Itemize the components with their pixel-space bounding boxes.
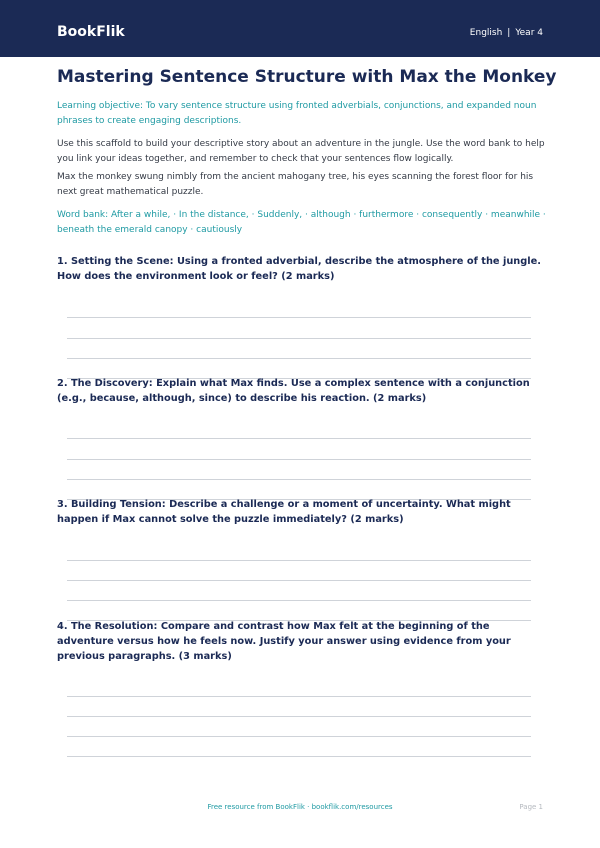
page-title: Mastering Sentence Structure with Max the Monkey [57,67,557,87]
subject-label: English [469,28,503,38]
answer-line[interactable] [67,736,531,737]
question-3: 3. Building Tension: Describe a challenge or a moment of uncertainty. What might happen if Max cannot solve the puzzle immediately? (2 marks) [57,499,511,525]
answer-line[interactable] [67,560,531,561]
answer-line[interactable] [67,756,531,757]
footer-resource-link[interactable]: Free resource from BookFlik · bookflik.com/resources [207,803,393,811]
brand-logo: BookFlik [57,24,125,40]
word-bank: Word bank: After a while, · In the distance, · Suddenly, · although · furthermore · consequently · meanwhile · beneath the emerald canopy · cautiously [57,210,546,235]
question-1: 1. Setting the Scene: Using a fronted adverbial, describe the atmosphere of the jungle. How does the environment look or feel? (2 marks) [57,256,542,282]
answer-line[interactable] [67,696,531,697]
answer-line[interactable] [67,459,531,460]
intro-paragraph: Use this scaffold to build your descriptive story about an adventure in the jungle. Use the word bank to help you link your ideas together, and remember to check that your sentences flow logically. [57,139,545,164]
answer-line[interactable] [67,716,531,717]
subject-year [470,27,543,39]
page-number: Page 1 [519,803,543,811]
question-4: 4. The Resolution: Compare and contrast how Max felt at the beginning of the adventure versus how he feels now. Justify your answer using evidence from your previous paragraphs. (3 marks) [57,621,511,662]
question-2: 2. The Discovery: Explain what Max finds. Use a complex sentence with a conjunction (e.g., because, although, since) to describe his reaction. (2 marks) [57,378,530,404]
learning-objective: Learning objective: To vary sentence structure using fronted adverbials, conjunctions, and expanded noun phrases to create engaging descriptions. [57,101,537,126]
meta-separator: | [507,28,511,38]
answer-line[interactable] [67,479,531,480]
answer-line[interactable] [67,338,531,339]
answer-line[interactable] [67,317,531,318]
answer-line[interactable] [67,358,531,359]
answer-line[interactable] [67,580,531,581]
header-bar [0,0,600,57]
opening-paragraph: Max the monkey swung nimbly from the ancient mahogany tree, his eyes scanning the forest floor for his next great mathematical puzzle. [57,172,534,197]
answer-line[interactable] [67,438,531,439]
year-label: Year 4 [515,28,543,38]
answer-line[interactable] [67,600,531,601]
